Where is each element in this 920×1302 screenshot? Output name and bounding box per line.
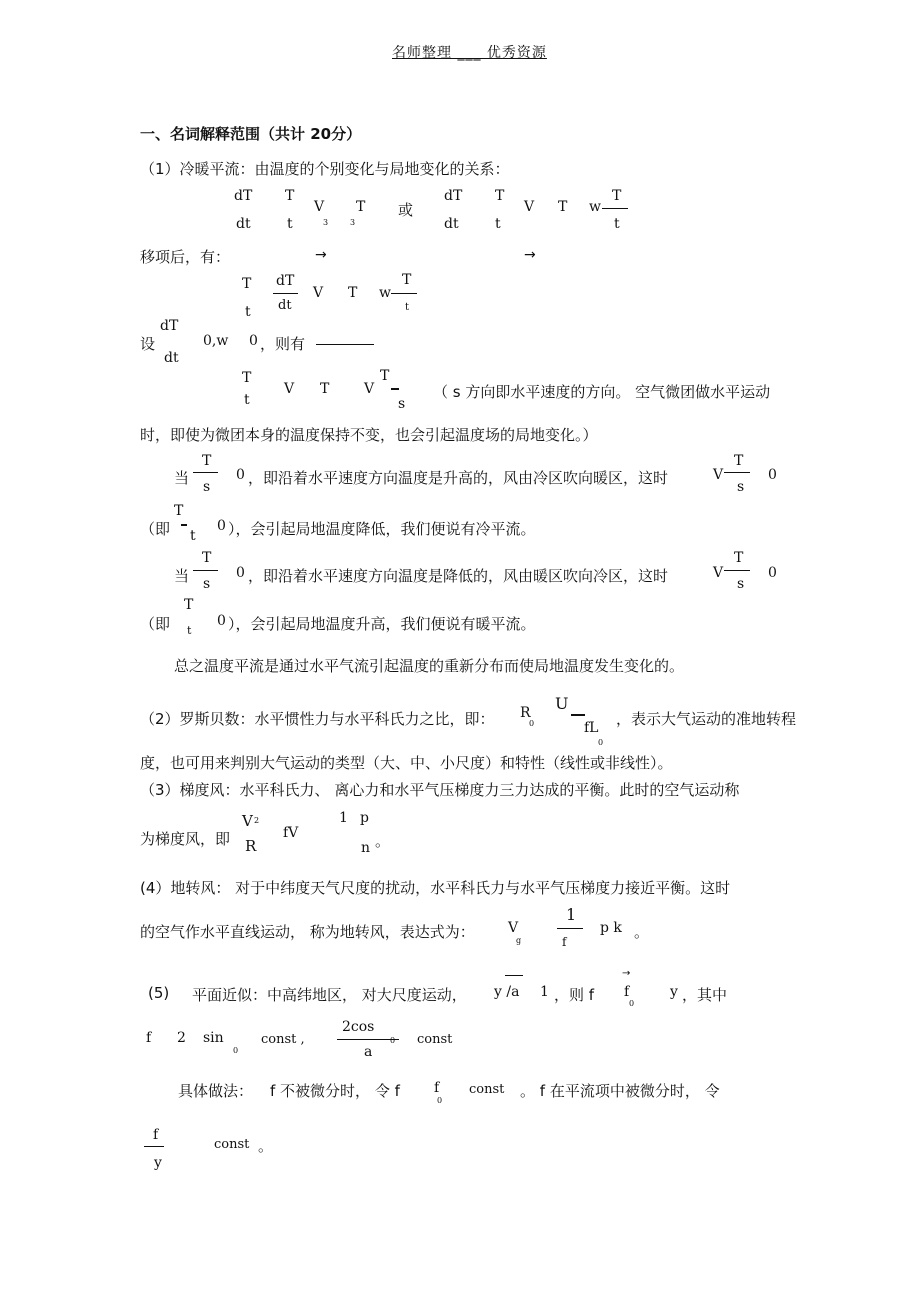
header-text: 名师整理 ___ 优秀资源 bbox=[392, 45, 547, 61]
method-f0: f bbox=[434, 1080, 440, 1096]
eqD-T1: T bbox=[242, 370, 252, 386]
item3-text2: 为梯度风，即 bbox=[140, 830, 231, 848]
eqB-dt: dt bbox=[444, 216, 459, 232]
summary-text: 总之温度平流是通过水平气流引起温度的重新分布而使局地温度发生变化的。 bbox=[174, 657, 685, 675]
cold2-bar bbox=[181, 524, 187, 526]
eqC-t1: t bbox=[245, 304, 251, 320]
cold-text: ，即沿着水平速度方向温度是升高的，风由冷区吹向暖区，这时 bbox=[248, 469, 669, 487]
cold-bar bbox=[193, 472, 218, 473]
item5-then: ，则 f bbox=[554, 986, 595, 1004]
eqC-T3: T bbox=[402, 272, 412, 288]
eqA-T2: T bbox=[356, 199, 366, 215]
cold-zero: 0 bbox=[236, 467, 245, 483]
eqC-bar1 bbox=[273, 293, 298, 294]
eqB-T3: T bbox=[612, 188, 622, 204]
item4-text1: (4）地转风： 对于中纬度天气尺度的扰动，水平科氏力与水平气压梯度力接近平衡。这时 bbox=[140, 879, 731, 897]
item2-text1: （2）罗斯贝数：水平惯性力与水平科氏力之比，即： bbox=[140, 710, 495, 728]
warm-text: ，即沿着水平速度方向温度是降低的，风由暖区吹向冷区，这时 bbox=[248, 567, 669, 585]
warm-prefix: 当 bbox=[174, 567, 190, 585]
warm2-prefix: （即 bbox=[140, 615, 171, 633]
eqA-dt: dt bbox=[236, 216, 251, 232]
warm-zero: 0 bbox=[236, 565, 245, 581]
set-then: ，则有 bbox=[260, 335, 306, 353]
rossby-fL: fL bbox=[584, 720, 599, 736]
grad-fV: fV bbox=[283, 825, 299, 841]
set-zero: 0 bbox=[249, 333, 258, 349]
item5-f0: f bbox=[624, 984, 630, 1000]
warm2-text: ），会引起局地温度升高，我们便说有暖平流。 bbox=[228, 615, 536, 633]
cold-s2: s bbox=[737, 479, 745, 495]
cold2-T: T bbox=[174, 503, 184, 519]
item5-y: y bbox=[670, 984, 678, 1000]
method-sub: 0 bbox=[437, 1096, 443, 1105]
eqD-V2: V bbox=[364, 381, 375, 397]
cold-T2: T bbox=[734, 453, 744, 469]
vector-arrow-2: → bbox=[524, 247, 536, 263]
cold2-zero: 0 bbox=[217, 518, 226, 534]
eqA-V: V bbox=[314, 199, 325, 215]
eqD-t1: t bbox=[244, 392, 250, 408]
last-y: y bbox=[154, 1155, 162, 1171]
warm-T2: T bbox=[734, 550, 744, 566]
eqC-V: V bbox=[313, 285, 324, 301]
last-const: const bbox=[214, 1137, 250, 1152]
warm-s: s bbox=[203, 576, 211, 592]
cold-bar2 bbox=[724, 472, 750, 473]
rossby-R0: 0 bbox=[529, 719, 535, 728]
grad-p: p bbox=[360, 810, 369, 826]
eqA-dT: dT bbox=[234, 188, 253, 204]
last-f: f bbox=[153, 1127, 159, 1143]
item5-ya: y /a bbox=[494, 984, 520, 1000]
eqB-t1: t bbox=[495, 216, 501, 232]
l2-sin: sin bbox=[203, 1030, 224, 1046]
cold-T: T bbox=[202, 453, 212, 469]
l2-const1: const , bbox=[261, 1032, 305, 1047]
method-const: const bbox=[469, 1082, 505, 1097]
f0-arrow: → bbox=[622, 968, 631, 979]
l2-2: 2 bbox=[177, 1030, 186, 1046]
eqD-V1: V bbox=[284, 381, 295, 397]
cold-prefix: 当 bbox=[174, 469, 190, 487]
note2: 时，即使为微团本身的温度保持不变，也会引起温度场的局地变化。） bbox=[140, 426, 598, 444]
rossby-bar bbox=[571, 714, 585, 716]
cold-zero2: 0 bbox=[768, 467, 777, 483]
eqB-t3: t bbox=[614, 216, 620, 232]
l2-const2: const bbox=[417, 1032, 453, 1047]
eqB-V: V bbox=[524, 199, 535, 215]
eqD-bar bbox=[391, 388, 399, 390]
set-dash-line bbox=[316, 344, 374, 345]
eqC-dT: dT bbox=[276, 273, 295, 289]
set-prefix: 设 bbox=[140, 335, 156, 353]
grad-1: 1 bbox=[339, 810, 348, 826]
item5-f0sub: 0 bbox=[629, 999, 635, 1008]
warm2-T: T bbox=[184, 597, 194, 613]
geo-1: 1 bbox=[566, 905, 577, 924]
grad-sq: 2 bbox=[254, 816, 260, 825]
eqC-T2: T bbox=[348, 285, 358, 301]
set-dt: dt bbox=[164, 350, 179, 366]
eqA-t1: t bbox=[287, 216, 293, 232]
rossby-R: R bbox=[520, 705, 531, 721]
item4-text2: 的空气作水平直线运动， 称为地转风，表达式为： bbox=[140, 923, 475, 941]
or-text: 或 bbox=[398, 201, 414, 219]
warm-s2: s bbox=[737, 576, 745, 592]
eqC-dt: dt bbox=[278, 298, 292, 313]
method-f: f 不被微分时， 令 f bbox=[270, 1082, 400, 1100]
geo-V: V bbox=[508, 920, 519, 936]
warm2-zero: 0 bbox=[217, 613, 226, 629]
eqB-w: w bbox=[589, 199, 601, 215]
warm-zero2: 0 bbox=[768, 565, 777, 581]
eqB-fraction-bar bbox=[602, 208, 628, 209]
eqB-T1: T bbox=[495, 188, 505, 204]
cold-V: V bbox=[713, 467, 724, 483]
last-end: 。 bbox=[258, 1137, 274, 1155]
warm-T: T bbox=[202, 550, 212, 566]
item5-1: 1 bbox=[540, 984, 549, 1000]
warm2-t: t bbox=[187, 624, 192, 637]
item3-text1: （3）梯度风：水平科氏力、 离心力和水平气压梯度力三力达成的平衡。此时的空气运动称 bbox=[140, 781, 740, 799]
eqC-w: w bbox=[379, 285, 391, 301]
grad-end: 。 bbox=[375, 832, 391, 850]
method-label: 具体做法： bbox=[178, 1082, 254, 1100]
eqC-bar2 bbox=[391, 293, 417, 294]
warm-bar2 bbox=[724, 570, 750, 571]
warm-V: V bbox=[713, 565, 724, 581]
last-bar bbox=[144, 1146, 164, 1147]
eqC-t3: t bbox=[405, 302, 410, 313]
set-dT: dT bbox=[160, 318, 179, 334]
cold2-t: t bbox=[190, 528, 196, 544]
eqA-T1: T bbox=[285, 188, 295, 204]
geo-bar bbox=[557, 928, 583, 929]
item5-label: (5) bbox=[148, 984, 170, 1002]
ya-overbar bbox=[505, 975, 523, 976]
eqC-T1: T bbox=[242, 276, 252, 292]
section-title: 一、名词解释范围（共计 20分） bbox=[140, 125, 362, 143]
l2-a: a bbox=[364, 1044, 373, 1060]
rossby-U: U bbox=[555, 694, 569, 713]
eqA-s3b: 3 bbox=[350, 218, 356, 227]
eqB-T2: T bbox=[558, 199, 568, 215]
move-text: 移项后，有： bbox=[140, 248, 231, 266]
method-rest: 。 f 在平流项中被微分时， 令 bbox=[520, 1082, 720, 1100]
l2-sub0: 0 bbox=[233, 1046, 239, 1055]
eqA-s3a: 3 bbox=[323, 218, 329, 227]
eqD-T3: T bbox=[380, 368, 390, 384]
item1-intro: （1）冷暖平流：由温度的个别变化与局地变化的关系： bbox=[140, 160, 510, 178]
eqD-s: s bbox=[398, 396, 406, 412]
vector-arrow-1: → bbox=[315, 247, 327, 263]
warm-bar bbox=[193, 570, 218, 571]
item5-text1: 平面近似：中高纬地区， 对大尺度运动， bbox=[192, 986, 467, 1004]
page-header bbox=[392, 42, 547, 62]
cold2-text: ），会引起局地温度降低，我们便说有冷平流。 bbox=[228, 520, 536, 538]
item2-text2: ，表示大气运动的准地转程 bbox=[616, 710, 797, 728]
item2-text3: 度，也可用来判别大气运动的类型（大、中、小尺度）和特性（线性或非线性）。 bbox=[140, 754, 673, 772]
l2-sub0b: 0 bbox=[390, 1036, 396, 1045]
grad-R: R bbox=[245, 837, 257, 855]
eqD-note: （ s 方向即水平速度的方向。 空气微团做水平运动 bbox=[433, 383, 771, 401]
rossby-fL0: 0 bbox=[598, 738, 604, 747]
set-cond: 0,w bbox=[203, 333, 229, 349]
cold2-prefix: （即 bbox=[140, 520, 171, 538]
cold-s: s bbox=[203, 479, 211, 495]
geo-g: g bbox=[516, 936, 522, 945]
eqD-T2: T bbox=[320, 381, 330, 397]
geo-end: 。 bbox=[634, 923, 650, 941]
grad-V: V bbox=[242, 812, 253, 830]
item5-among: ，其中 bbox=[682, 986, 728, 1004]
eqB-dT: dT bbox=[444, 188, 463, 204]
geo-f: f bbox=[562, 935, 567, 949]
geo-pk: p k bbox=[600, 920, 622, 936]
l2-cos: 2cos bbox=[342, 1019, 375, 1035]
grad-n: n bbox=[361, 840, 371, 856]
l2-f: f bbox=[146, 1030, 152, 1046]
